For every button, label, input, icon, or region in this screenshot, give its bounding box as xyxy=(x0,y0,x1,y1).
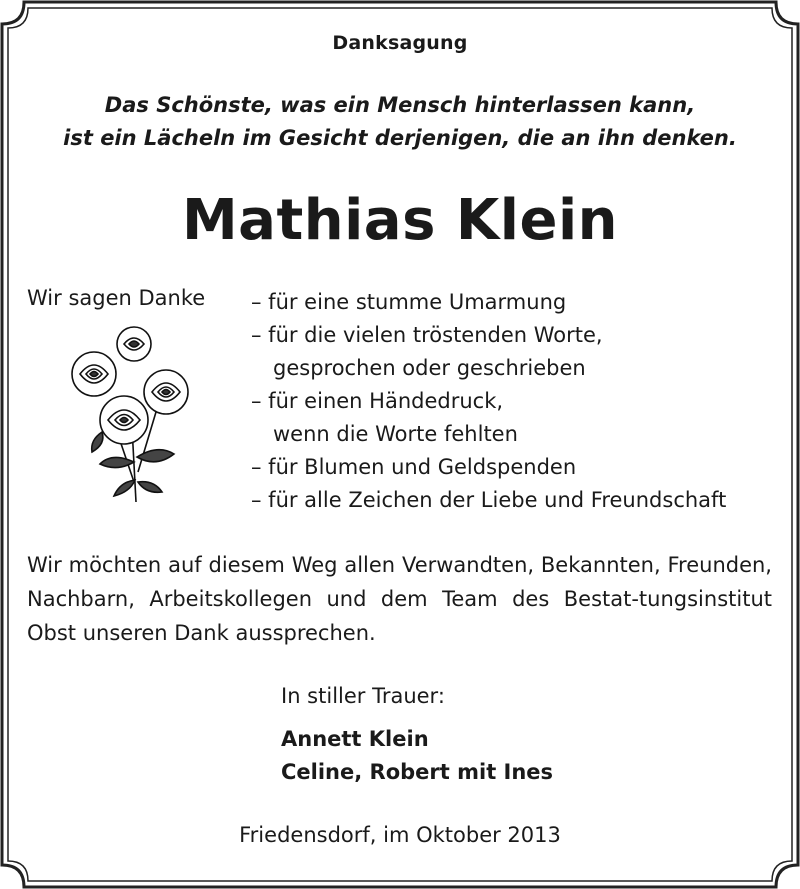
deceased-name: Mathias Klein xyxy=(181,188,619,253)
thanks-paragraph: Wir möchten auf diesem Weg allen Verwandten, Bekannten, Freunden, Nachbarn, Arbeitskollegen und dem Team des Bestat-tungsinstitut Obst unseren Dank aussprechen. xyxy=(27,553,772,645)
thanks-intro: Wir sagen Danke xyxy=(27,286,206,310)
mourning-label: In stiller Trauer: xyxy=(281,684,445,708)
roses-bouquet-icon xyxy=(62,322,197,507)
quote-line: ist ein Lächeln im Gesicht derjenigen, die an ihn denken. xyxy=(63,126,737,150)
thanks-line: – für Blumen und Geldspenden xyxy=(251,455,577,479)
thanks-list xyxy=(251,286,726,517)
thanks-line: gesprochen oder geschrieben xyxy=(273,356,586,380)
family-member: Annett Klein xyxy=(281,727,429,751)
place-date: Friedensdorf, im Oktober 2013 xyxy=(239,823,561,847)
thanks-line: – für eine stumme Umarmung xyxy=(251,290,567,314)
thanks-line: – für die vielen tröstenden Worte, xyxy=(251,323,603,347)
memorial-quote xyxy=(0,89,800,155)
thanks-line: – für einen Händedruck, xyxy=(251,389,504,413)
thanks-line: wenn die Worte fehlten xyxy=(273,422,518,446)
quote-line: Das Schönste, was ein Mensch hinterlassen kann, xyxy=(104,93,696,117)
notice-heading: Danksagung xyxy=(332,32,468,54)
family-member: Celine, Robert mit Ines xyxy=(281,760,554,784)
family-names xyxy=(281,723,553,789)
thanks-line: – für alle Zeichen der Liebe und Freundschaft xyxy=(251,488,727,512)
